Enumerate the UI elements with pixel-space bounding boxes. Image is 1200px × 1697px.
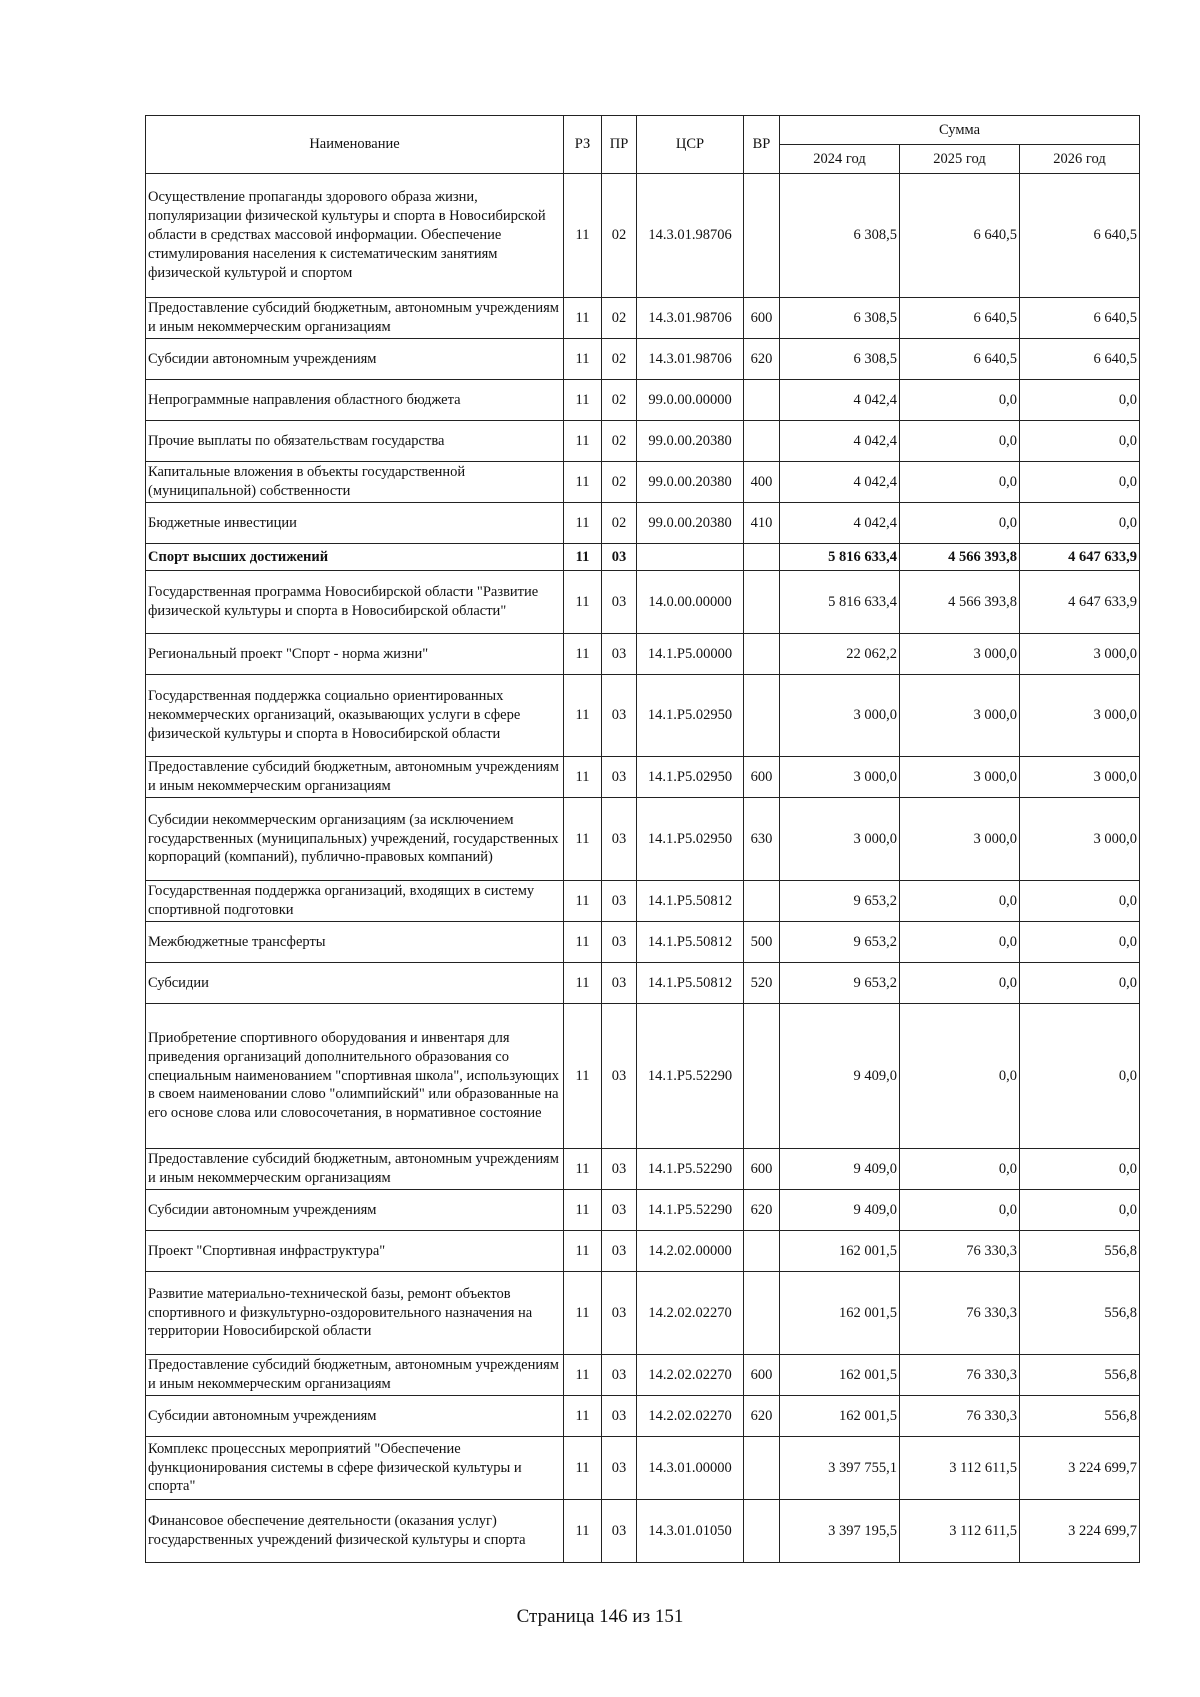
cell-pr: 02 (602, 462, 637, 503)
cell-2025: 4 566 393,8 (900, 571, 1020, 634)
cell-2026: 3 224 699,7 (1020, 1437, 1140, 1500)
cell-rz: 11 (564, 380, 602, 421)
cell-2026: 0,0 (1020, 1004, 1140, 1149)
cell-pr: 03 (602, 757, 637, 798)
table-row (146, 298, 1140, 339)
cell-2026: 0,0 (1020, 1190, 1140, 1231)
cell-2026: 556,8 (1020, 1231, 1140, 1272)
table-row (146, 1396, 1140, 1437)
cell-2025: 6 640,5 (900, 298, 1020, 339)
cell-2025: 76 330,3 (900, 1355, 1020, 1396)
table-body (146, 174, 1140, 1563)
cell-2024: 6 308,5 (780, 339, 900, 380)
cell-name: Прочие выплаты по обязательствам государства (146, 421, 564, 462)
cell-csr: 99.0.00.20380 (637, 462, 744, 503)
cell-rz: 11 (564, 1355, 602, 1396)
cell-name: Развитие материально-технической базы, ремонт объектов спортивного и физкультурно-оздоровительного назначения на территории Новосибирской области (146, 1272, 564, 1355)
cell-pr: 03 (602, 634, 637, 675)
cell-name: Государственная поддержка социально ориентированных некоммерческих организаций, оказывающих услуги в сфере физической культуры и спорта в Новосибирской области (146, 675, 564, 757)
cell-pr: 03 (602, 922, 637, 963)
cell-2024: 3 397 755,1 (780, 1437, 900, 1500)
cell-rz: 11 (564, 1272, 602, 1355)
cell-name: Предоставление субсидий бюджетным, автономным учреждениям и иным некоммерческим организациям (146, 1355, 564, 1396)
budget-table (145, 115, 1140, 1563)
cell-vr (744, 1500, 780, 1563)
cell-2026: 3 000,0 (1020, 757, 1140, 798)
cell-2026: 556,8 (1020, 1272, 1140, 1355)
cell-csr: 14.3.01.01050 (637, 1500, 744, 1563)
cell-2026: 556,8 (1020, 1396, 1140, 1437)
table-row (146, 757, 1140, 798)
cell-vr: 400 (744, 462, 780, 503)
cell-2026: 0,0 (1020, 1149, 1140, 1190)
cell-csr: 14.1.P5.50812 (637, 963, 744, 1004)
cell-rz: 11 (564, 462, 602, 503)
cell-csr: 14.2.02.00000 (637, 1231, 744, 1272)
cell-2024: 3 000,0 (780, 675, 900, 757)
header-sum: Сумма (780, 116, 1140, 145)
cell-pr: 02 (602, 298, 637, 339)
table-row (146, 1355, 1140, 1396)
table-row (146, 544, 1140, 571)
cell-csr: 14.3.01.98706 (637, 298, 744, 339)
cell-name: Спорт высших достижений (146, 544, 564, 571)
cell-csr: 14.1.P5.02950 (637, 757, 744, 798)
cell-csr: 14.3.01.98706 (637, 339, 744, 380)
cell-pr: 03 (602, 544, 637, 571)
cell-pr: 03 (602, 963, 637, 1004)
cell-name: Межбюджетные трансферты (146, 922, 564, 963)
cell-2026: 0,0 (1020, 503, 1140, 544)
cell-pr: 02 (602, 339, 637, 380)
cell-vr: 600 (744, 1355, 780, 1396)
cell-vr (744, 571, 780, 634)
cell-rz: 11 (564, 503, 602, 544)
cell-vr: 600 (744, 757, 780, 798)
cell-2024: 3 397 195,5 (780, 1500, 900, 1563)
header-csr: ЦСР (637, 116, 744, 174)
cell-2026: 4 647 633,9 (1020, 544, 1140, 571)
cell-2024: 6 308,5 (780, 174, 900, 298)
cell-rz: 11 (564, 1396, 602, 1437)
cell-2024: 4 042,4 (780, 462, 900, 503)
table-row (146, 421, 1140, 462)
cell-2024: 9 653,2 (780, 922, 900, 963)
cell-2024: 162 001,5 (780, 1231, 900, 1272)
cell-csr: 14.3.01.00000 (637, 1437, 744, 1500)
cell-name: Субсидии автономным учреждениям (146, 339, 564, 380)
cell-csr: 14.2.02.02270 (637, 1355, 744, 1396)
cell-csr: 14.1.P5.50812 (637, 922, 744, 963)
table-row (146, 1437, 1140, 1500)
cell-2026: 3 000,0 (1020, 634, 1140, 675)
cell-2025: 3 000,0 (900, 634, 1020, 675)
cell-rz: 11 (564, 1149, 602, 1190)
cell-pr: 02 (602, 503, 637, 544)
cell-name: Приобретение спортивного оборудования и инвентаря для приведения организаций дополнительного образования со специальным наименованием "спортивная школа", использующих в своем наименовании слово "олимпийский" или образованные на его основе слова или словосочетания, в нормативное состояние (146, 1004, 564, 1149)
cell-2025: 0,0 (900, 881, 1020, 922)
cell-vr (744, 881, 780, 922)
table-row (146, 1004, 1140, 1149)
cell-2026: 3 224 699,7 (1020, 1500, 1140, 1563)
cell-2024: 3 000,0 (780, 798, 900, 881)
cell-rz: 11 (564, 421, 602, 462)
cell-2025: 3 000,0 (900, 675, 1020, 757)
cell-2026: 6 640,5 (1020, 174, 1140, 298)
cell-2025: 76 330,3 (900, 1272, 1020, 1355)
table-row (146, 174, 1140, 298)
cell-2025: 0,0 (900, 963, 1020, 1004)
table-row (146, 1231, 1140, 1272)
cell-name: Капитальные вложения в объекты государственной (муниципальной) собственности (146, 462, 564, 503)
cell-2024: 9 653,2 (780, 963, 900, 1004)
cell-name: Предоставление субсидий бюджетным, автономным учреждениям и иным некоммерческим организациям (146, 1149, 564, 1190)
cell-name: Предоставление субсидий бюджетным, автономным учреждениям и иным некоммерческим организациям (146, 757, 564, 798)
cell-pr: 03 (602, 1231, 637, 1272)
cell-rz: 11 (564, 963, 602, 1004)
cell-2026: 0,0 (1020, 881, 1140, 922)
cell-2026: 0,0 (1020, 421, 1140, 462)
cell-vr: 500 (744, 922, 780, 963)
cell-2026: 0,0 (1020, 462, 1140, 503)
header-2026: 2026 год (1020, 145, 1140, 174)
header-name: Наименование (146, 116, 564, 174)
table-row (146, 963, 1140, 1004)
cell-name: Государственная программа Новосибирской области "Развитие физической культуры и спорта в Новосибирской области" (146, 571, 564, 634)
cell-2025: 3 112 611,5 (900, 1437, 1020, 1500)
cell-2025: 3 112 611,5 (900, 1500, 1020, 1563)
header-2024: 2024 год (780, 145, 900, 174)
cell-name: Непрограммные направления областного бюджета (146, 380, 564, 421)
table-header (146, 116, 1140, 174)
cell-vr (744, 634, 780, 675)
cell-csr: 99.0.00.00000 (637, 380, 744, 421)
cell-2024: 162 001,5 (780, 1272, 900, 1355)
cell-vr (744, 174, 780, 298)
cell-rz: 11 (564, 1437, 602, 1500)
cell-name: Осуществление пропаганды здорового образа жизни, популяризации физической культуры и спорта в Новосибирской области в средствах массовой информации. Обеспечение стимулирования населения к систематическим занятиям физической культурой и спортом (146, 174, 564, 298)
cell-rz: 11 (564, 1004, 602, 1149)
cell-2026: 3 000,0 (1020, 798, 1140, 881)
cell-rz: 11 (564, 798, 602, 881)
cell-csr: 14.1.P5.52290 (637, 1149, 744, 1190)
cell-vr (744, 1437, 780, 1500)
cell-csr: 99.0.00.20380 (637, 421, 744, 462)
cell-csr: 99.0.00.20380 (637, 503, 744, 544)
cell-csr: 14.2.02.02270 (637, 1272, 744, 1355)
table-row (146, 462, 1140, 503)
cell-vr: 410 (744, 503, 780, 544)
cell-vr (744, 421, 780, 462)
table-row (146, 922, 1140, 963)
cell-vr: 600 (744, 1149, 780, 1190)
cell-name: Субсидии (146, 963, 564, 1004)
table-row (146, 571, 1140, 634)
table-row (146, 881, 1140, 922)
cell-name: Субсидии автономным учреждениям (146, 1396, 564, 1437)
cell-rz: 11 (564, 544, 602, 571)
cell-name: Комплекс процессных мероприятий "Обеспечение функционирования системы в сфере физической культуры и спорта" (146, 1437, 564, 1500)
cell-2025: 0,0 (900, 922, 1020, 963)
cell-csr: 14.1.P5.02950 (637, 798, 744, 881)
cell-csr: 14.1.P5.02950 (637, 675, 744, 757)
cell-2026: 0,0 (1020, 922, 1140, 963)
cell-pr: 03 (602, 1355, 637, 1396)
cell-pr: 03 (602, 1272, 637, 1355)
cell-name: Бюджетные инвестиции (146, 503, 564, 544)
cell-pr: 03 (602, 1004, 637, 1149)
cell-pr: 03 (602, 1190, 637, 1231)
cell-2025: 3 000,0 (900, 757, 1020, 798)
cell-rz: 11 (564, 571, 602, 634)
cell-2024: 162 001,5 (780, 1355, 900, 1396)
cell-csr: 14.1.P5.50812 (637, 881, 744, 922)
cell-2025: 3 000,0 (900, 798, 1020, 881)
cell-rz: 11 (564, 298, 602, 339)
cell-vr (744, 1231, 780, 1272)
cell-2024: 9 409,0 (780, 1190, 900, 1231)
cell-2024: 6 308,5 (780, 298, 900, 339)
cell-2024: 22 062,2 (780, 634, 900, 675)
cell-pr: 03 (602, 881, 637, 922)
cell-vr: 630 (744, 798, 780, 881)
table-row (146, 1500, 1140, 1563)
cell-2025: 6 640,5 (900, 174, 1020, 298)
header-2025: 2025 год (900, 145, 1020, 174)
cell-pr: 02 (602, 174, 637, 298)
cell-csr: 14.1.P5.52290 (637, 1004, 744, 1149)
cell-rz: 11 (564, 1231, 602, 1272)
cell-2024: 9 653,2 (780, 881, 900, 922)
cell-2025: 0,0 (900, 462, 1020, 503)
cell-csr: 14.1.P5.00000 (637, 634, 744, 675)
cell-2025: 76 330,3 (900, 1396, 1020, 1437)
cell-rz: 11 (564, 922, 602, 963)
cell-2024: 162 001,5 (780, 1396, 900, 1437)
cell-pr: 02 (602, 380, 637, 421)
cell-2024: 3 000,0 (780, 757, 900, 798)
cell-rz: 11 (564, 881, 602, 922)
cell-2026: 6 640,5 (1020, 339, 1140, 380)
cell-2024: 4 042,4 (780, 380, 900, 421)
cell-2025: 0,0 (900, 503, 1020, 544)
cell-2025: 4 566 393,8 (900, 544, 1020, 571)
cell-2024: 4 042,4 (780, 503, 900, 544)
table-row (146, 339, 1140, 380)
cell-vr: 620 (744, 1396, 780, 1437)
cell-pr: 03 (602, 798, 637, 881)
cell-2025: 76 330,3 (900, 1231, 1020, 1272)
cell-pr: 02 (602, 421, 637, 462)
header-vr: ВР (744, 116, 780, 174)
cell-2024: 5 816 633,4 (780, 544, 900, 571)
cell-2024: 9 409,0 (780, 1149, 900, 1190)
cell-2026: 3 000,0 (1020, 675, 1140, 757)
cell-pr: 03 (602, 1396, 637, 1437)
cell-csr (637, 544, 744, 571)
cell-vr: 620 (744, 1190, 780, 1231)
cell-name: Предоставление субсидий бюджетным, автономным учреждениям и иным некоммерческим организациям (146, 298, 564, 339)
cell-2025: 0,0 (900, 1149, 1020, 1190)
cell-2026: 0,0 (1020, 380, 1140, 421)
cell-rz: 11 (564, 634, 602, 675)
table-row (146, 634, 1140, 675)
cell-2026: 556,8 (1020, 1355, 1140, 1396)
page-number: Страница 146 из 151 (516, 1606, 684, 1627)
cell-2024: 4 042,4 (780, 421, 900, 462)
cell-2026: 4 647 633,9 (1020, 571, 1140, 634)
table-row (146, 798, 1140, 881)
cell-csr: 14.0.00.00000 (637, 571, 744, 634)
table-row (146, 1149, 1140, 1190)
cell-vr: 520 (744, 963, 780, 1004)
cell-pr: 03 (602, 1149, 637, 1190)
header-pr: ПР (602, 116, 637, 174)
cell-2025: 0,0 (900, 1190, 1020, 1231)
cell-name: Субсидии автономным учреждениям (146, 1190, 564, 1231)
cell-vr (744, 1004, 780, 1149)
cell-2024: 9 409,0 (780, 1004, 900, 1149)
cell-pr: 03 (602, 1500, 637, 1563)
cell-name: Финансовое обеспечение деятельности (оказания услуг) государственных учреждений физической культуры и спорта (146, 1500, 564, 1563)
cell-name: Проект "Спортивная инфраструктура" (146, 1231, 564, 1272)
cell-vr (744, 544, 780, 571)
cell-2026: 0,0 (1020, 963, 1140, 1004)
cell-csr: 14.3.01.98706 (637, 174, 744, 298)
table-row (146, 1272, 1140, 1355)
cell-name: Региональный проект "Спорт - норма жизни" (146, 634, 564, 675)
cell-csr: 14.2.02.02270 (637, 1396, 744, 1437)
cell-vr (744, 1272, 780, 1355)
cell-name: Субсидии некоммерческим организациям (за исключением государственных (муниципальных) учреждений, государственных корпораций (компаний), публично-правовых компаний) (146, 798, 564, 881)
cell-pr: 03 (602, 675, 637, 757)
cell-pr: 03 (602, 1437, 637, 1500)
table-row (146, 503, 1140, 544)
table-row (146, 1190, 1140, 1231)
table-row (146, 380, 1140, 421)
cell-2025: 0,0 (900, 380, 1020, 421)
cell-rz: 11 (564, 1500, 602, 1563)
cell-vr (744, 380, 780, 421)
cell-name: Государственная поддержка организаций, входящих в систему спортивной подготовки (146, 881, 564, 922)
cell-2025: 6 640,5 (900, 339, 1020, 380)
cell-rz: 11 (564, 675, 602, 757)
cell-vr (744, 675, 780, 757)
cell-vr: 620 (744, 339, 780, 380)
cell-csr: 14.1.P5.52290 (637, 1190, 744, 1231)
cell-pr: 03 (602, 571, 637, 634)
cell-rz: 11 (564, 339, 602, 380)
cell-rz: 11 (564, 1190, 602, 1231)
header-rz: РЗ (564, 116, 602, 174)
cell-2026: 6 640,5 (1020, 298, 1140, 339)
cell-rz: 11 (564, 757, 602, 798)
table-row (146, 675, 1140, 757)
cell-2025: 0,0 (900, 1004, 1020, 1149)
cell-rz: 11 (564, 174, 602, 298)
cell-vr: 600 (744, 298, 780, 339)
cell-2024: 5 816 633,4 (780, 571, 900, 634)
cell-2025: 0,0 (900, 421, 1020, 462)
